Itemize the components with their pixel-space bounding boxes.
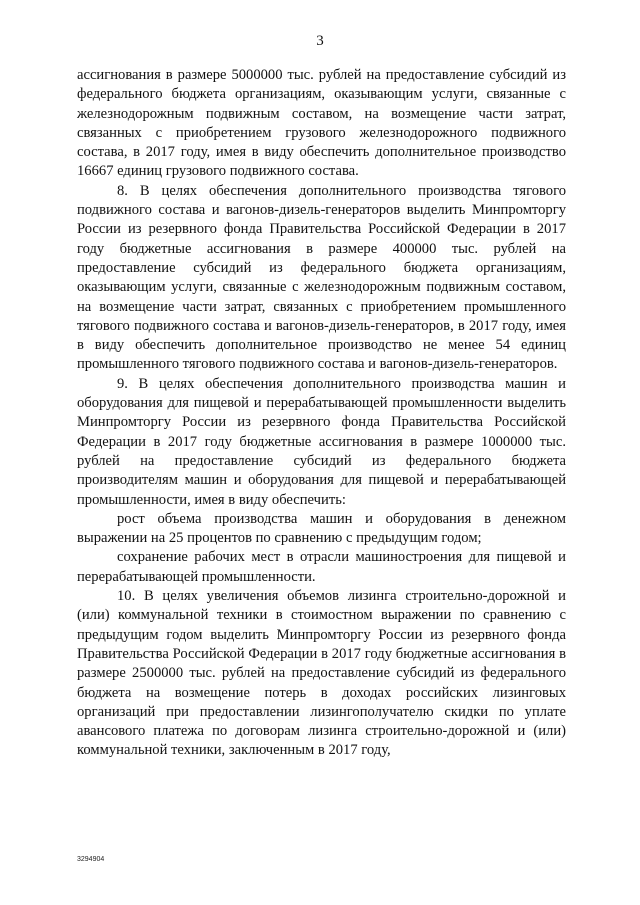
paragraph: 9. В целях обеспечения дополнительного производства машин и оборудования для пищевой и перерабатывающей промышленности выделить Минпромторгу России из резервного фонда Правительства Российской Федерации в 2017 году бюджетные ассигнования в размере 1000000 тыс. рублей на предоставление субсидий из федерального бюджета производителям машин и оборудования для пищевой и перерабатывающей промышленности, имея в виду обеспечить: [77,375,566,508]
paragraph: 8. В целях обеспечения дополнительного производства тягового подвижного состава и вагонов-дизель-генераторов выделить Минпромторгу России из резервного фонда Правительства Российской Федерации в 2017 году бюджетные ассигнования в размере 400000 тыс. рублей на предоставление субсидий из федерального бюджета организациям, оказывающим услуги, связанные с железнодорожным подвижным составом, на возмещение части затрат, связанных с приобретением промышленного тягового подвижного состава и вагонов-дизель-генераторов, в 2017 году, имея в виду обеспечить дополнительное производство не менее 54 единиц промышленного тягового подвижного состава и вагонов-дизель-генераторов. [77,182,566,373]
document-code: 3294904 [77,856,105,863]
paragraph: рост объема производства машин и оборудования в денежном выражении на 25 процентов по сравнению с предыдущим годом; [77,510,566,547]
document-body [77,66,566,761]
paragraph: сохранение рабочих мест в отрасли машиностроения для пищевой и перерабатывающей промышленности. [77,549,566,585]
page-number: 3 [316,33,324,49]
paragraph: ассигнования в размере 5000000 тыс. рублей на предоставление субсидий из федерального бюджета организациям, оказывающим услуги, связанные с железнодорожным подвижным составом, на возмещение части затрат, связанных с приобретением грузового железнодорожного подвижного состава, в 2017 году, имея в виду обеспечить дополнительное производство 16667 единиц грузового подвижного состава. [77,67,566,180]
paragraph: 10. В целях увеличения объемов лизинга строительно-дорожной и (или) коммунальной техники в стоимостном выражении по сравнению с предыдущим годом выделить Минпромторгу России из резервного фонда Правительства Российской Федерации в 2017 году бюджетные ассигнования в размере 2500000 тыс. рублей на предоставление субсидий из федерального бюджета на возмещение потерь в доходах российских лизинговых организаций при предоставлении лизингополучателю скидки по уплате авансового платежа по договорам лизинга строительно-дорожной и (или) коммунальной техники, заключенным в 2017 году, [77,588,566,759]
